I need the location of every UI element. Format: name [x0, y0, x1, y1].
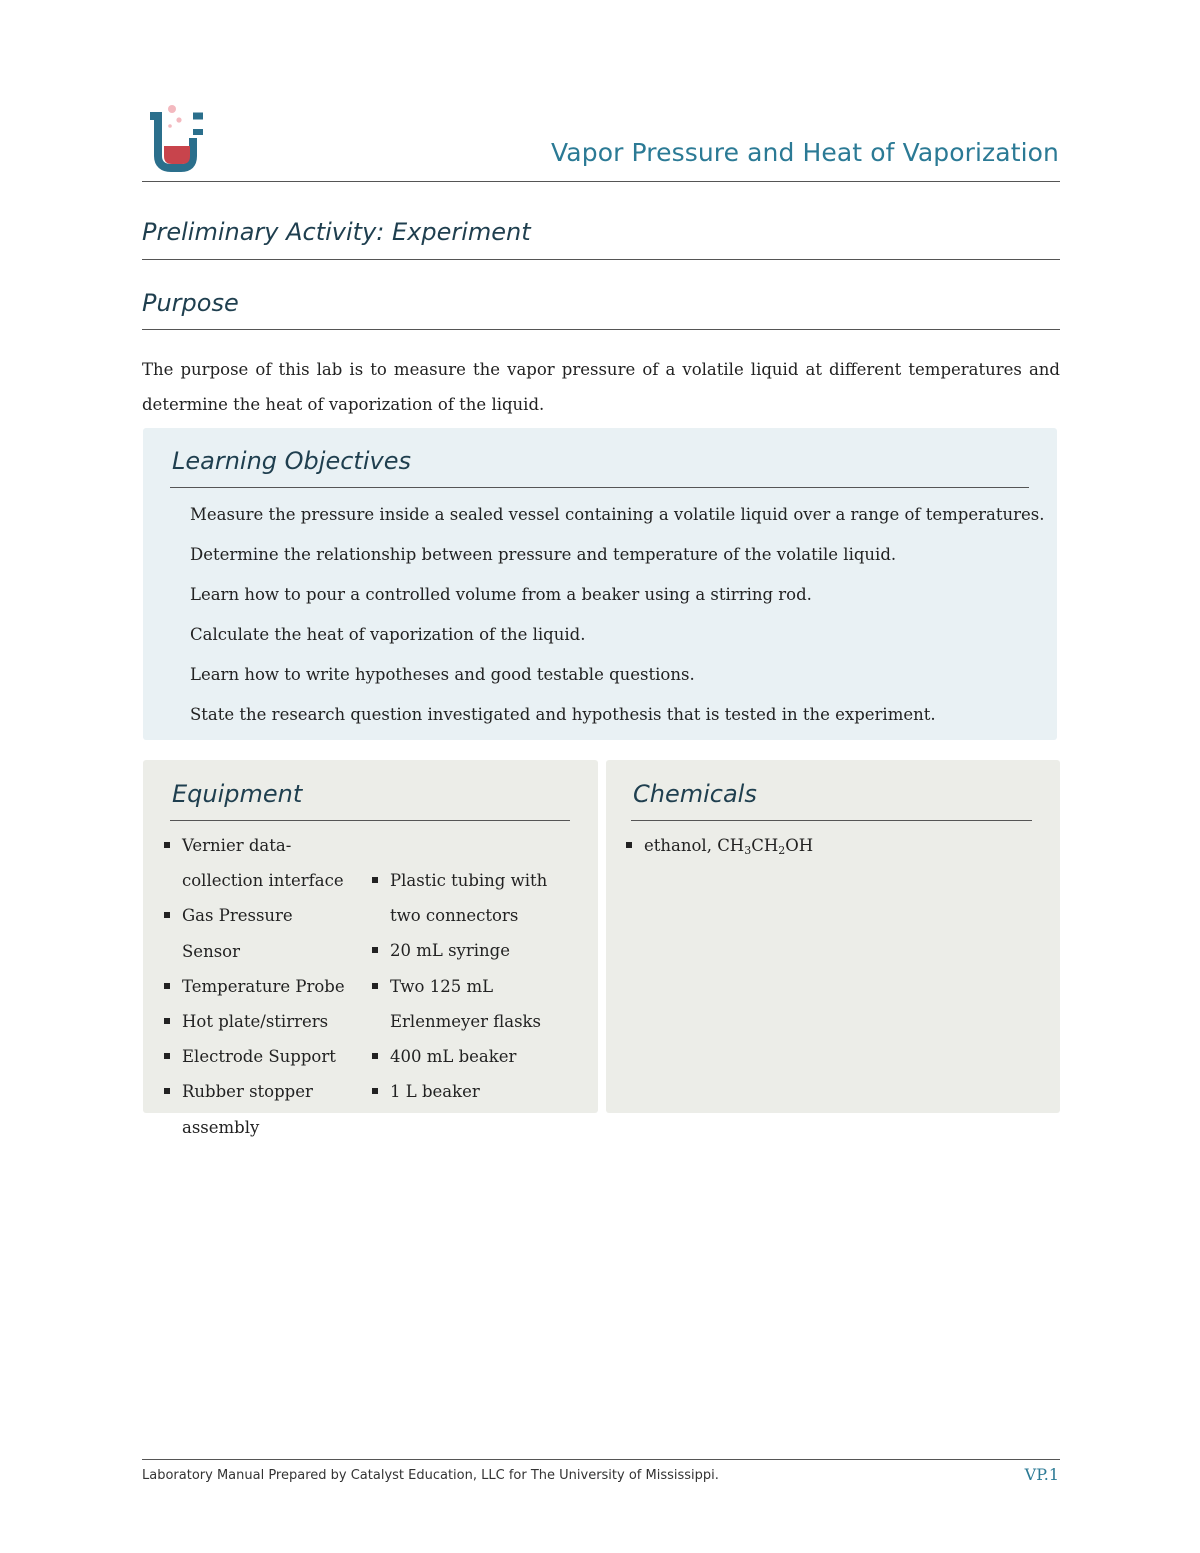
equipment-item: 400 mL beaker: [372, 1039, 562, 1074]
square-bullet-icon: [372, 1053, 378, 1059]
objective-item: Learn how to write hypotheses and good testable questions.: [190, 665, 695, 684]
equipment-list-column-2: [372, 863, 562, 1109]
activity-divider: [142, 259, 1060, 260]
equipment-heading: Equipment: [172, 780, 303, 808]
purpose-text: The purpose of this lab is to measure the vapor pressure of a volatile liquid at different temperatures and determine the heat of vaporization of the liquid.: [142, 360, 1060, 414]
learning-objectives-list: [190, 496, 1044, 736]
equipment-item: Electrode Support: [164, 1039, 354, 1074]
footer-credit: Laboratory Manual Prepared by Catalyst Education, LLC for The University of Mississippi.: [142, 1468, 719, 1483]
equipment-divider: [170, 820, 570, 821]
footer-divider: [142, 1459, 1060, 1460]
page-number: VP.1: [1024, 1465, 1059, 1484]
chemicals-divider: [631, 820, 1032, 821]
activity-heading: Preliminary Activity: Experiment: [142, 218, 531, 246]
flask-logo-icon: [146, 102, 210, 178]
equipment-item: Temperature Probe: [164, 969, 354, 1004]
square-bullet-icon: [164, 1018, 170, 1024]
square-bullet-icon: [164, 983, 170, 989]
chemicals-box: [606, 760, 1060, 1113]
document-title: Vapor Pressure and Heat of Vaporization: [551, 138, 1059, 167]
square-bullet-icon: [164, 912, 170, 918]
learning-objectives-divider: [170, 487, 1029, 488]
equipment-list-column-1: [164, 828, 354, 1145]
equipment-item: Rubber stopper assembly: [164, 1074, 354, 1144]
square-bullet-icon: [372, 983, 378, 989]
equipment-item: Vernier data-collection interface: [164, 828, 354, 898]
chemical-item: ethanol, $CH_3CH_2OH$: [626, 828, 813, 863]
objective-item: Measure the pressure inside a sealed vessel containing a volatile liquid over a range of temperatures.: [190, 505, 1045, 524]
purpose-divider: [142, 329, 1060, 330]
purpose-heading: Purpose: [142, 289, 239, 317]
objective-item: Calculate the heat of vaporization of the liquid.: [190, 625, 586, 644]
learning-objectives-heading: Learning Objectives: [172, 447, 411, 475]
equipment-item: 1 L beaker: [372, 1074, 562, 1109]
objective-item: Learn how to pour a controlled volume from a beaker using a stirring rod.: [190, 585, 812, 604]
equipment-item: 20 mL syringe: [372, 933, 562, 968]
square-bullet-icon: [372, 877, 378, 883]
chemicals-heading: Chemicals: [633, 780, 757, 808]
square-bullet-icon: [164, 842, 170, 848]
objective-item: Determine the relationship between pressure and temperature of the volatile liquid.: [190, 545, 897, 564]
equipment-item: Plastic tubing with two connectors: [372, 863, 562, 933]
chemicals-list: [626, 828, 813, 863]
square-bullet-icon: [372, 947, 378, 953]
square-bullet-icon: [626, 842, 632, 848]
objective-item: State the research question investigated and hypothesis that is tested in the experiment.: [190, 705, 936, 724]
equipment-item: Gas Pressure Sensor: [164, 898, 354, 968]
square-bullet-icon: [372, 1088, 378, 1094]
square-bullet-icon: [164, 1088, 170, 1094]
square-bullet-icon: [164, 1053, 170, 1059]
equipment-item: Two 125 mL Erlenmeyer flasks: [372, 969, 562, 1039]
equipment-item: Hot plate/stirrers: [164, 1004, 354, 1039]
header-divider: [142, 181, 1060, 182]
